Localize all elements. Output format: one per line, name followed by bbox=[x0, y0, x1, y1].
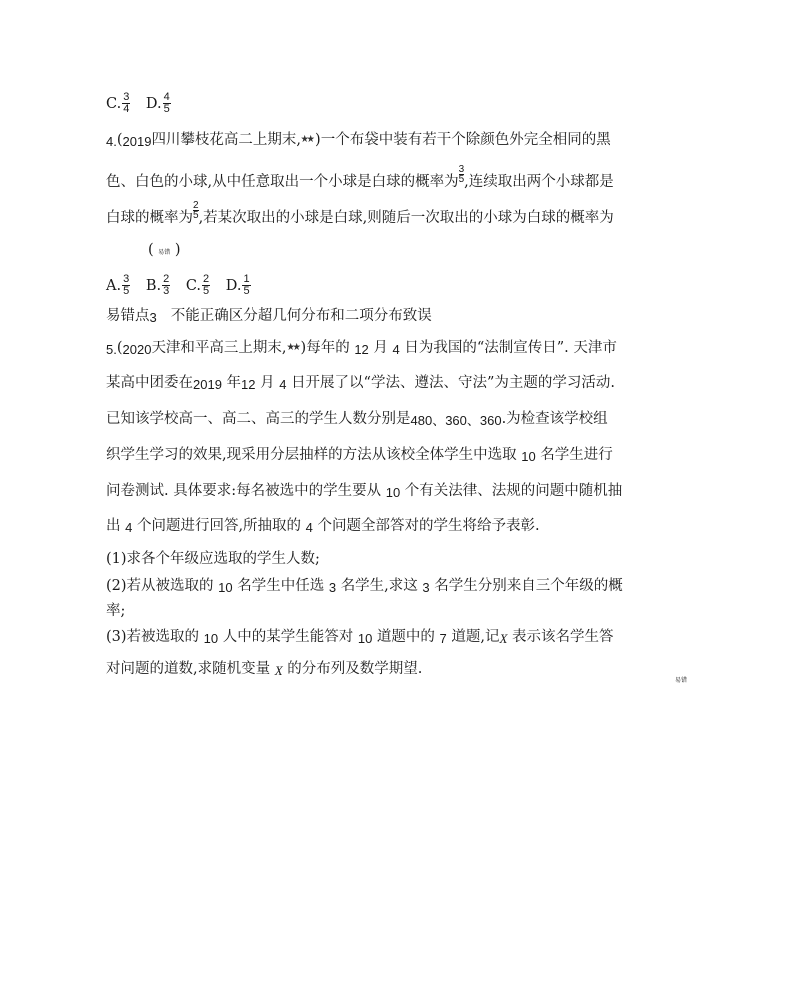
fraction: $\frac{4}{5}$ bbox=[163, 91, 170, 115]
q5-line-6: 出 4 个问题进行回答,所抽取的 4 个问题全部答对的学生将给予表彰. bbox=[106, 518, 540, 535]
error-prone-tag: 易错 bbox=[158, 249, 171, 256]
q5-line-1: 5.(2020天津和平高三上期末, )每年的 12 月 4 日为我国的“法制宣传日”. 天津市 bbox=[106, 340, 617, 357]
error-point-heading: 易错点3 不能正确区分超几何分布和二项分布致误 bbox=[106, 308, 432, 325]
q4-line-3: 白球的概率为 $\frac{2}{5}$ ,若某次取出的小球是白球,则随后一次取出的小球为白球的概率为 bbox=[106, 200, 614, 226]
q3-option-c: C. $\frac{3}{4}$ bbox=[106, 91, 130, 115]
q5-line-3: 已知该学校高一、高二、高三的学生人数分别是480、360、360.为检查该学校组 bbox=[106, 411, 608, 428]
q4-option-a: A. $\frac{3}{5}$ bbox=[106, 273, 130, 297]
q5-part-2-cont: 率; bbox=[106, 603, 126, 619]
fraction: $\frac{3}{4}$ bbox=[123, 91, 130, 115]
q5-part-3: (3)若被选取的 10 人中的某学生能答对 10 道题中的 7 道题,记X 表示该名学生答 bbox=[106, 629, 614, 646]
star-rating-icon bbox=[287, 338, 301, 358]
fraction: $\frac{3}{5}$ bbox=[458, 164, 465, 185]
q5-line-2: 某高中团委在2019 年12 月 4 日开展了以“学法、遵法、守法”为主题的学习活动. bbox=[106, 375, 615, 392]
fraction: $\frac{2}{5}$ bbox=[193, 200, 199, 221]
star-rating-icon bbox=[301, 130, 315, 150]
q5-part-2: (2)若从被选取的 10 名学生中任选 3 名学生,求这 3 名学生分别来自三个年级的概 bbox=[106, 578, 623, 595]
q5-part-1: (1)求各个年级应选取的学生人数; bbox=[106, 551, 320, 567]
error-prone-tag: 易错 bbox=[675, 677, 688, 684]
q4-option-c: C. $\frac{2}{5}$ bbox=[185, 273, 210, 297]
fraction: $\frac{2}{5}$ bbox=[203, 273, 210, 297]
q3-option-d: D. $\frac{4}{5}$ bbox=[145, 91, 170, 115]
q4-option-b: B. $\frac{2}{3}$ bbox=[145, 273, 170, 297]
q4-options bbox=[106, 274, 262, 297]
q3-options bbox=[106, 92, 172, 115]
q4-line-2: 色、白色的小球,从中任意取出一个小球是白球的概率为 $\frac{3}{5}$ ,连续取出两个小球都是 bbox=[106, 164, 614, 190]
fraction: $\frac{3}{5}$ bbox=[123, 273, 130, 297]
q5-line-4: 织学生学习的效果,现采用分层抽样的方法从该校全体学生中选取 10 名学生进行 bbox=[106, 447, 613, 464]
q4-answer-blank: ( 易错 ) bbox=[148, 242, 181, 258]
q5-part-3-cont: 对问题的道数,求随机变量 X 的分布列及数学期望. bbox=[106, 661, 423, 678]
q4-option-d: D. $\frac{1}{5}$ bbox=[225, 273, 250, 297]
fraction: $\frac{1}{5}$ bbox=[243, 273, 250, 297]
q5-line-5: 问卷测试. 具体要求:每名被选中的学生要从 10 个有关法律、法规的问题中随机抽 bbox=[106, 483, 623, 500]
q4-line-1: 4.(2019四川攀枝花高二上期末, )一个布袋中装有若干个除颜色外完全相同的黑 bbox=[106, 132, 611, 149]
fraction: $\frac{2}{3}$ bbox=[163, 273, 170, 297]
